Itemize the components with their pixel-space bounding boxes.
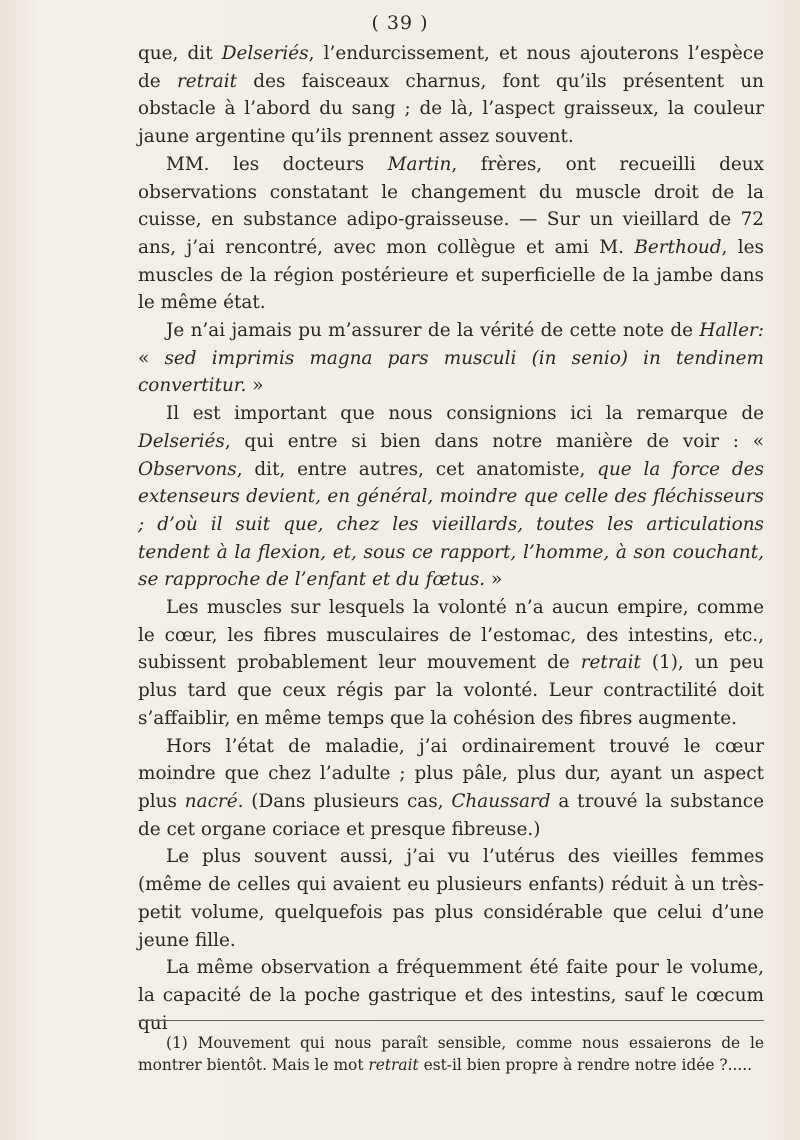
italic-text-run: Haller: [699,320,764,342]
text-run: , frères, ont recueilli deux observations constatant le changement du muscle droit de la cuisse, en substance adipo-graisseuse. — Sur un vieillard de 72 ans, j’ai rencontré, avec mon collègue et ami M. [138,153,764,258]
paragraph [138,400,764,594]
paragraph [138,733,764,844]
italic-text-run: Delseriés [138,430,225,452]
text-run: . (Dans plusieurs cas, [237,790,452,812]
italic-text-run: que la force des extenseurs devient, en général, moindre que celle des fléchisseurs ; d’où il suit que, chez les vieillards, toutes les articulations tendent à la flexion, et, sous ce rapport, l’homme, à son couchant, se rapproche de l’enfant et du fœtus. [138,458,764,591]
paragraph [138,151,764,317]
footnote-divider [138,1020,764,1021]
text-run: (1), un peu plus tard que ceux régis par la volonté. Leur contractilité doit s’affaiblir, en même temps que la cohésion des fibres augmente. [138,652,764,729]
footnote-text [138,1032,764,1076]
text-run: Hors l’état de maladie, j’ai ordinairement trouvé le cœur moindre que chez l’adulte ; plus pâle, plus dur, ayant un aspect plus [138,735,764,812]
paragraph [138,317,764,400]
paragraph [138,40,764,151]
italic-text-run: Delseriés [221,43,309,64]
italic-text-run: Berthoud [634,236,722,258]
text-run: , les muscles de la région postérieure et superficielle de la jambe dans le même état. [138,236,764,314]
italic-text-run: Martin [387,153,452,175]
italic-text-run: nacré [184,790,238,812]
paragraph [138,594,764,733]
italic-text-run: retrait [176,70,238,92]
text-run: Le plus souvent aussi, j’ai vu l’utérus des vieilles femmes (même de celles qui avaient eu plusieurs enfants) réduit à un très-petit volume, quelquefois pas plus considérable que celui d’une jeune fille. [138,846,764,951]
text-run: que, dit [138,43,222,64]
italic-text-run: Chaussard [451,790,551,812]
text-run: Il est important que nous consignions ici la remarque de [166,403,764,425]
text-run: (1) Mouvement qui nous paraît sensible, comme nous essaierons de le montrer bientôt. Mais le mot [138,1034,764,1074]
body-text [138,40,764,1037]
italic-text-run: Observons [138,458,237,480]
text-run: , l’endurcissement, et nous ajouterons l’espèce de [138,43,764,92]
text-run: » [246,375,264,397]
text-run: est-il bien propre à rendre notre idée ?..... [418,1056,753,1074]
italic-text-run: retrait [580,652,641,674]
text-run: « [138,347,165,369]
text-run: Les muscles sur lesquels la volonté n’a aucun empire, comme le cœur, les fibres musculaires de l’estomac, des intestins, etc., subissent probablement leur mouvement de [138,597,764,674]
text-run: » [485,569,503,591]
text-run: , qui entre si bien dans notre manière de voir : « [224,430,764,452]
italic-text-run: retrait [368,1056,419,1074]
paragraph [138,843,764,954]
text-run: Je n’ai jamais pu m’assurer de la vérité de cette note de [166,320,700,342]
page-number: ( 39 ) [371,12,429,34]
text-run: La même observation a fréquemment été faite pour le volume, la capacité de la poche gastrique et des intestins, sauf le cœcum qui [138,957,764,1034]
italic-text-run: sed imprimis magna pars musculi (in senio) in tendinem convertitur. [138,347,764,397]
text-run: MM. les docteurs [166,153,388,175]
text-run: a trouvé la substance de cet organe coriace et presque fibreuse.) [138,790,764,840]
text-run: , dit, entre autres, cet anatomiste, [236,458,598,480]
footnote [138,1032,764,1076]
text-run: des faisceaux charnus, font qu’ils présentent un obstacle à l’abord du sang ; de là, l’aspect graisseux, la couleur jaune argentine qu’ils prennent assez souvent. [138,70,764,148]
paragraph [138,954,764,1037]
